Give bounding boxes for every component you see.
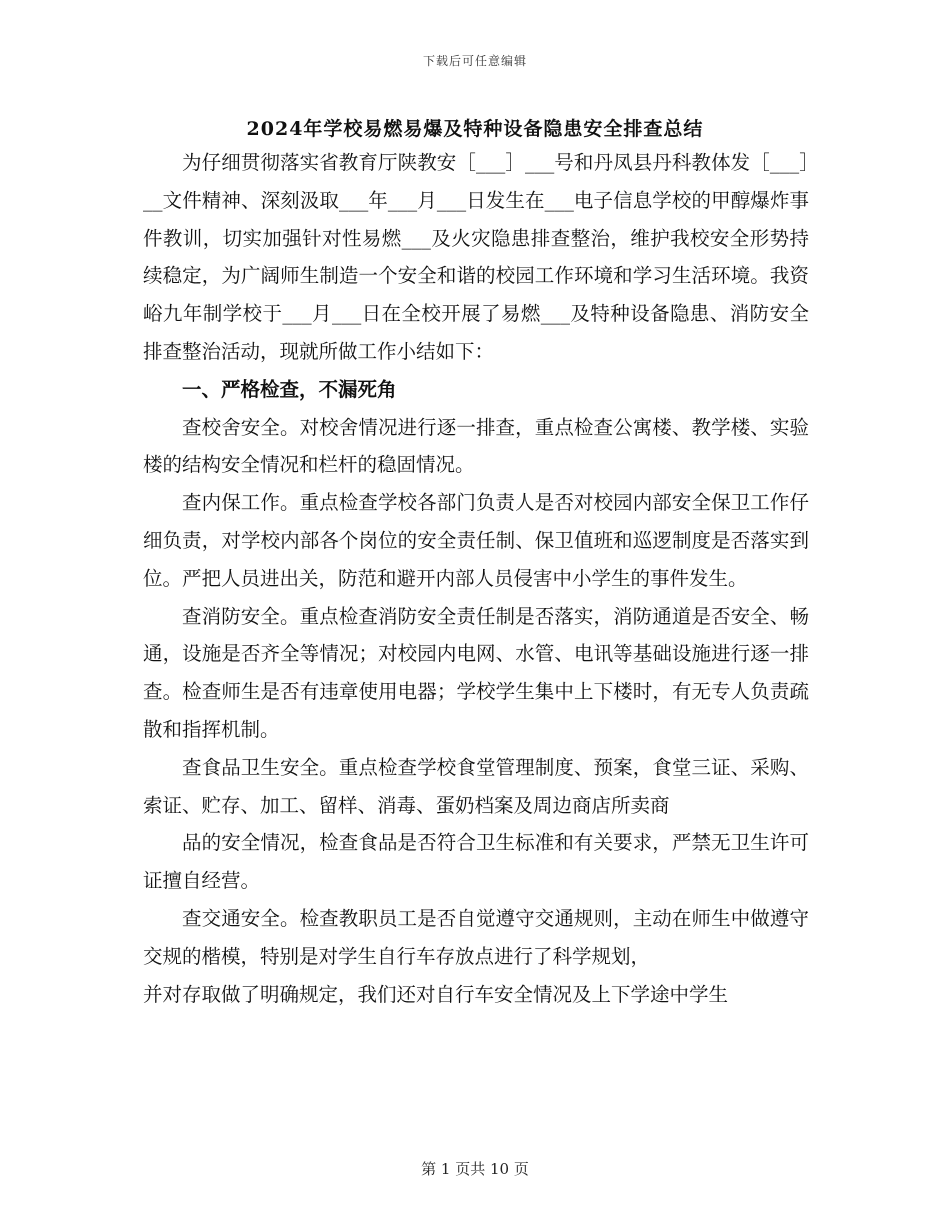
page-number: 第 1 页共 10 页: [421, 1160, 529, 1178]
paragraph-fire-safety: 查消防安全。重点检查消防安全责任制是否落实，消防通道是否安全、畅通，设施是否齐全等情况；对校园内电网、水管、电讯等基础设施进行逐一排查。检查师生是否有违章使用电器；学校学生集中上下楼时，有无专人负责疏散和指挥机制。: [143, 604, 809, 741]
page-header-note: 下载后可任意编辑: [422, 54, 527, 68]
section-heading-1: 一、严格检查，不漏死角: [182, 377, 397, 401]
paragraph-internal-security: 查内保工作。重点检查学校各部门负责人是否对校园内部安全保卫工作仔细负责，对学校内部各个岗位的安全责任制、保卫值班和巡逻制度是否落实到位。严把人员进出关，防范和避开内部人员侵害中小学生的事件发生。: [143, 491, 809, 590]
document-body: [143, 144, 809, 1013]
document-title: 2024年学校易燃易爆及特种设备隐患安全排查总结: [246, 118, 704, 140]
paragraph-traffic-safety-cont: 并对存取做了明确规定，我们还对自行车安全情况及上下学途中学生: [143, 982, 729, 1006]
paragraph-food-safety-cont: 品的安全情况，检查食品是否符合卫生标准和有关要求，严禁无卫生许可证擅自经营。: [143, 831, 809, 893]
paragraph-school-buildings: 查校舍安全。对校舍情况进行逐一排查，重点检查公寓楼、教学楼、实验楼的结构安全情况和栏杆的稳固情况。: [143, 415, 809, 477]
paragraph-food-safety: 查食品卫生安全。重点检查学校食堂管理制度、预案，食堂三证、采购、索证、贮存、加工、留样、消毒、蛋奶档案及周边商店所卖商: [143, 755, 809, 817]
paragraph-traffic-safety: 查交通安全。检查教职员工是否自觉遵守交通规则，主动在师生中做遵守交规的楷模，特别是对学生自行车存放点进行了科学规划，: [143, 906, 809, 968]
intro-paragraph: 为仔细贯彻落实省教育厅陕教安［___］___号和丹凤县丹科教体发［___］__文件精神、深刻汲取___年___月___日发生在___电子信息学校的甲醇爆炸事件教训，切实加强针对性易燃___及火灾隐患排查整治，维护我校安全形势持续稳定，为广阔师生制造一个安全和谐的校园工作环境和学习生活环境。我资峪九年制学校于___月___日在全校开展了易燃___及特种设备隐患、消防安全排查整治活动，现就所做工作小结如下：: [143, 151, 809, 363]
